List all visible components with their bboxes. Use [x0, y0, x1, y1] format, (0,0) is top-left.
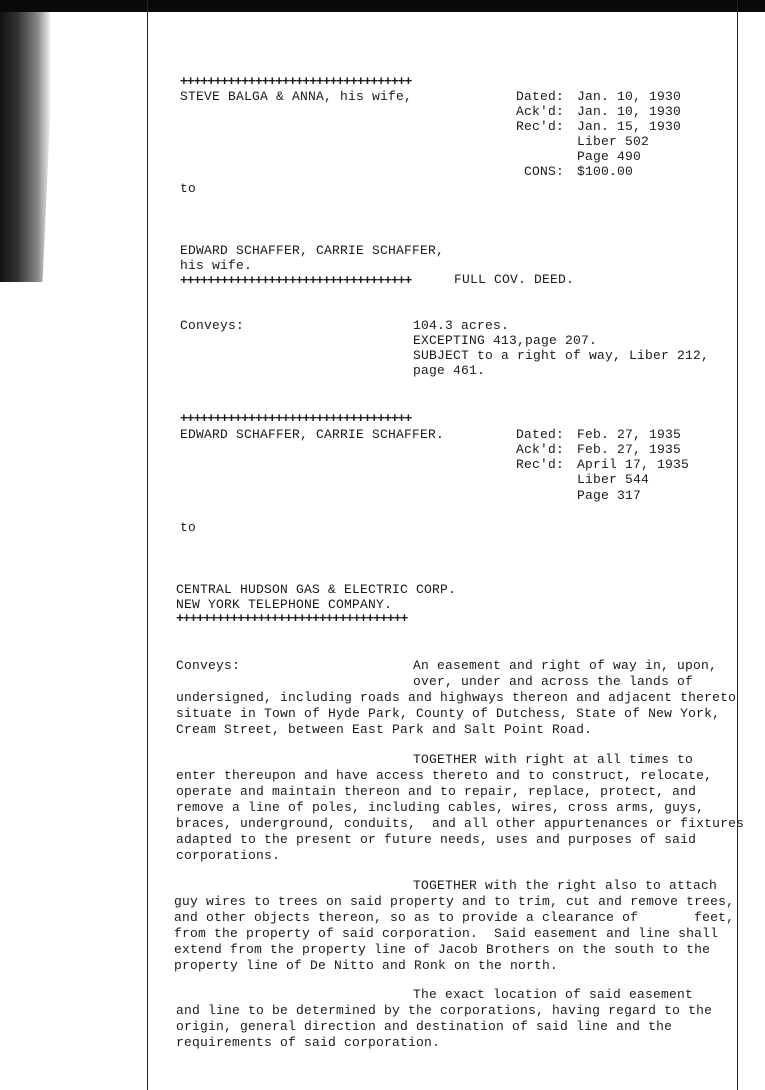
paragraph-line: adapted to the present or future needs, uses and purposes of said [176, 832, 697, 847]
deed2-recd-label: Rec'd: [515, 457, 564, 472]
deed2-page: Page 317 [577, 488, 642, 503]
deed1-recd-label: Rec'd: [515, 119, 564, 134]
paragraph-line: from the property of said corporation. Said easement and line shall [174, 926, 719, 941]
deed1-grantee-line2: his wife. [180, 258, 253, 273]
separator-line: ++++++++++++++++++++++++++++++++++ [176, 611, 408, 626]
separator-line: ++++++++++++++++++++++++++++++++++ [180, 273, 412, 288]
paragraph-line: Cream Street, between East Park and Salt Point Road. [176, 722, 593, 737]
deed1-conveys-line: SUBJECT to a right of way, Liber 212, [413, 348, 710, 363]
paragraph-line: braces, underground, conduits, and all other appurtenances or fixtures [176, 816, 745, 831]
deed1-deed-type: FULL COV. DEED. [454, 272, 575, 287]
paragraph-line: guy wires to trees on said property and to trim, cut and remove trees, [174, 894, 735, 909]
deed1-conveys-line: EXCEPTING 413,page 207. [413, 333, 598, 348]
deed1-conveys-line: 104.3 acres. [413, 318, 510, 333]
deed1-dated-value: Jan. 10, 1930 [577, 89, 682, 104]
deed1-conveys-line: page 461. [413, 363, 486, 378]
deed2-liber: Liber 544 [577, 472, 650, 487]
paragraph-line: extend from the property line of Jacob Brothers on the south to the [174, 942, 711, 957]
deed1-dated-label: Dated: [515, 89, 564, 104]
scan-top-border [0, 0, 765, 12]
deed1-grantee-line1: EDWARD SCHAFFER, CARRIE SCHAFFER, [180, 243, 445, 258]
deed2-dated-label: Dated: [515, 427, 564, 442]
page-margin-line-right [737, 0, 738, 1090]
deed1-ackd-label: Ack'd: [515, 104, 564, 119]
scan-edge-shadow [0, 12, 50, 282]
paragraph-line: undersigned, including roads and highways thereon and adjacent thereto [176, 690, 737, 705]
paragraph-line: operate and maintain thereon and to repair, replace, protect, and [176, 784, 697, 799]
paragraph-first-line: TOGETHER with right at all times to [413, 752, 694, 767]
paragraph-line: over, under and across the lands of [413, 674, 694, 689]
paragraph-first-line: An easement and right of way in, upon, [413, 658, 718, 673]
deed2-dated-value: Feb. 27, 1935 [577, 427, 682, 442]
deed2-recd-value: April 17, 1935 [577, 457, 690, 472]
separator-line: ++++++++++++++++++++++++++++++++++ [180, 74, 412, 89]
paragraph-line: and line to be determined by the corporations, having regard to the [176, 1003, 713, 1018]
deed2-conveys-label: Conveys: [176, 658, 241, 673]
page-margin-line-left [147, 0, 148, 1090]
paragraph-line: situate in Town of Hyde Park, County of Dutchess, State of New York, [176, 706, 721, 721]
paragraph-first-line: TOGETHER with the right also to attach [413, 878, 718, 893]
paragraph-line: corporations. [176, 848, 281, 863]
deed2-grantor: EDWARD SCHAFFER, CARRIE SCHAFFER. [180, 427, 445, 442]
deed1-recd-value: Jan. 15, 1930 [577, 119, 682, 134]
paragraph-first-line: The exact location of said easement [413, 987, 694, 1002]
deed2-to: to [180, 520, 197, 535]
paragraph-line: requirements of said corporation. [176, 1035, 441, 1050]
deed2-ackd-label: Ack'd: [515, 442, 564, 457]
deed1-grantor: STEVE BALGA & ANNA, his wife, [180, 89, 413, 104]
paragraph-line: and other objects thereon, so as to provide a clearance of feet, [174, 910, 735, 925]
deed1-liber: Liber 502 [577, 134, 650, 149]
deed1-cons-label: CONS: [523, 164, 564, 179]
separator-line: ++++++++++++++++++++++++++++++++++ [180, 411, 412, 426]
deed1-cons-value: $100.00 [577, 164, 634, 179]
deed2-ackd-value: Feb. 27, 1935 [577, 442, 682, 457]
deed1-conveys-label: Conveys: [180, 318, 245, 333]
paragraph-line: remove a line of poles, including cables, wires, cross arms, guys, [176, 800, 705, 815]
deed1-page: Page 490 [577, 149, 642, 164]
deed2-grantee-line2: NEW YORK TELEPHONE COMPANY. [176, 597, 393, 612]
deed1-ackd-value: Jan. 10, 1930 [577, 104, 682, 119]
deed2-grantee-line1: CENTRAL HUDSON GAS & ELECTRIC CORP. [176, 582, 457, 597]
paragraph-line: enter thereupon and have access thereto and to construct, relocate, [176, 768, 713, 783]
deed1-to: to [180, 181, 197, 196]
paragraph-line: property line of De Nitto and Ronk on the north. [174, 958, 559, 973]
paragraph-line: origin, general direction and destination of said line and the [176, 1019, 673, 1034]
